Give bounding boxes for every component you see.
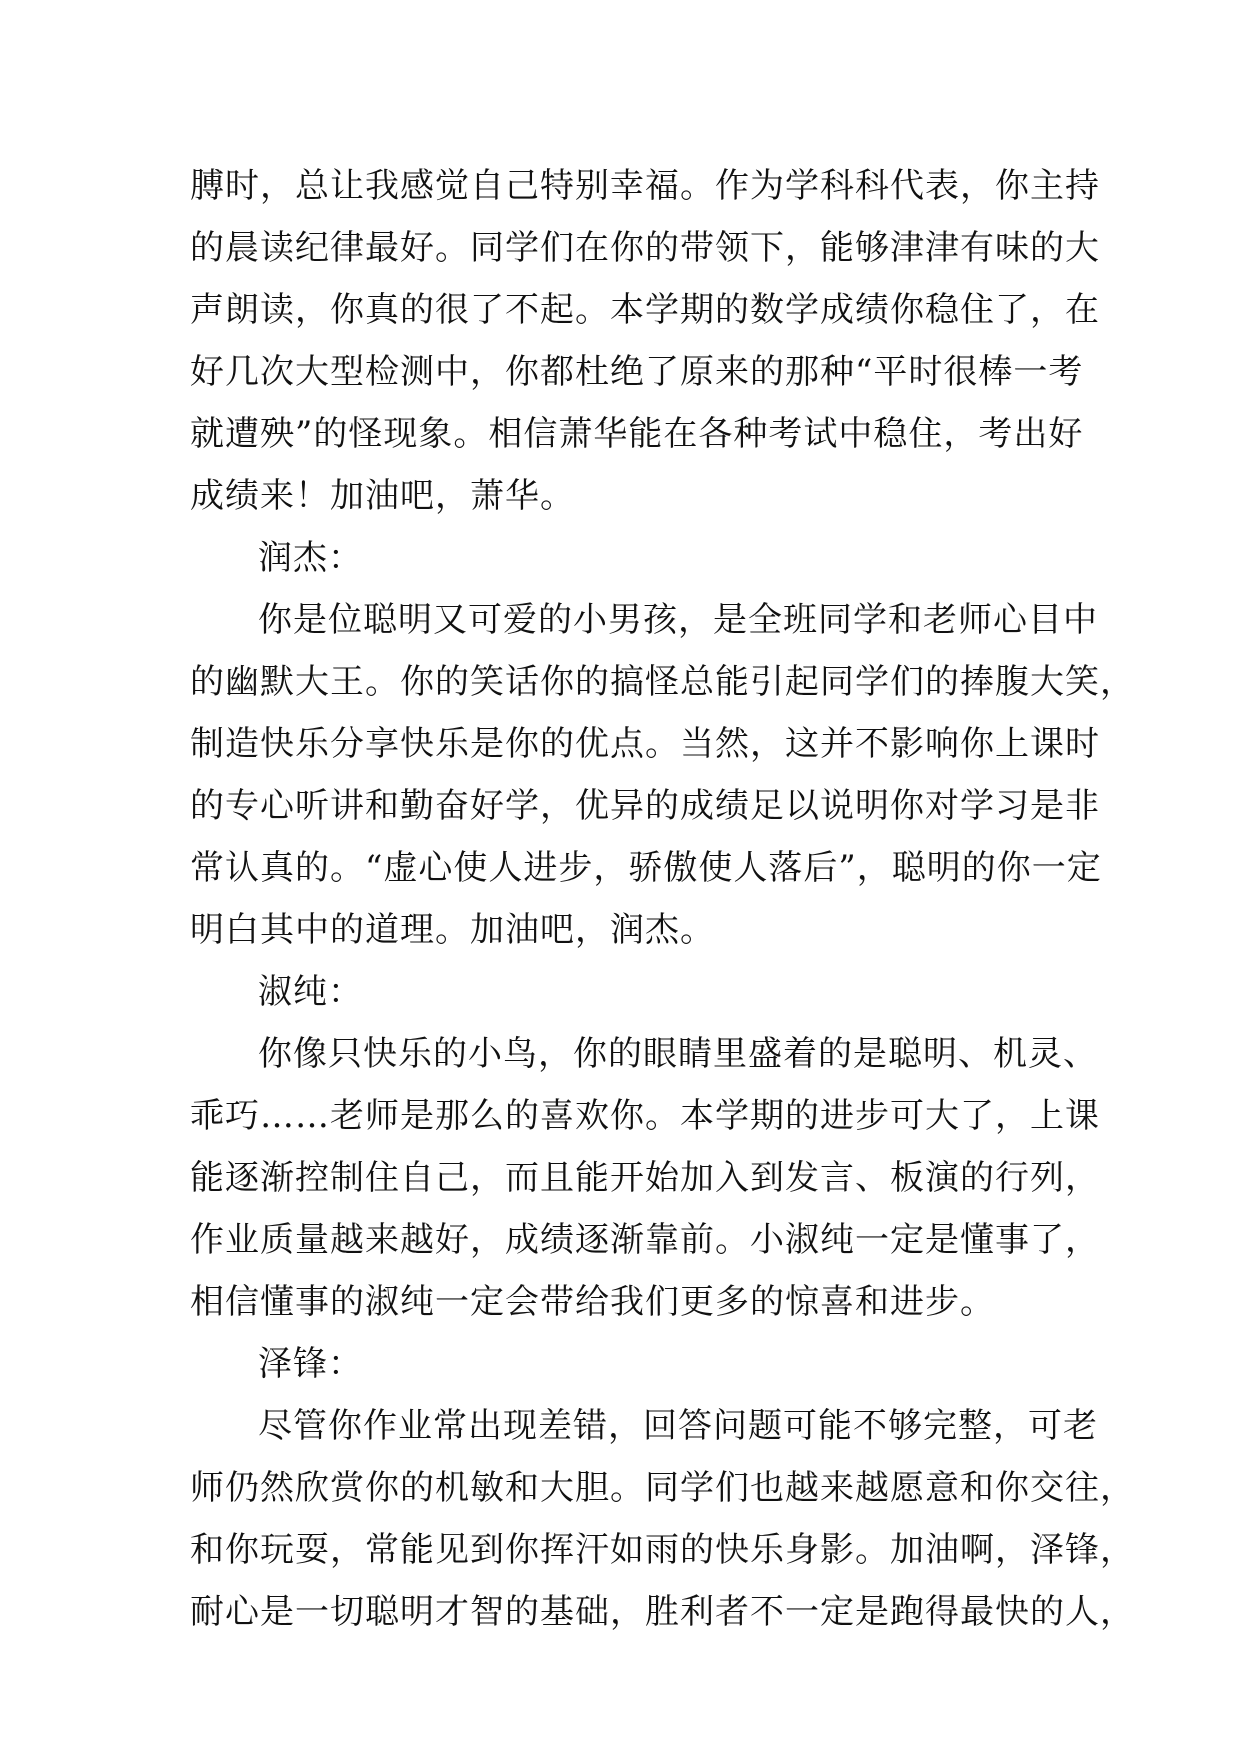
text-line: 就遭殃”的怪现象。相信萧华能在各种考试中稳住，考出好	[190, 414, 1084, 454]
section-runjie	[190, 527, 1135, 961]
text-line: 你像只快乐的小鸟，你的眼睛里盛着的是聪明、机灵、	[258, 1034, 1098, 1074]
intro-paragraph	[190, 155, 1100, 527]
text-line: 耐心是一切聪明才智的基础，胜利者不一定是跑得最快的人，	[190, 1592, 1135, 1632]
text-line: 的幽默大王。你的笑话你的搞怪总能引起同学们的捧腹大笑，	[190, 662, 1135, 702]
text-line: 尽管你作业常出现差错，回答问题可能不够完整，可老	[258, 1406, 1098, 1446]
text-line: 常认真的。“虚心使人进步，骄傲使人落后”，聪明的你一定	[190, 848, 1102, 888]
section-shuchun	[190, 961, 1100, 1333]
text-line: 师仍然欣赏你的机敏和大胆。同学们也越来越愿意和你交往，	[190, 1468, 1135, 1508]
section-zefeng	[190, 1333, 1135, 1643]
student-name-heading: 润杰：	[258, 538, 363, 578]
text-line: 你是位聪明又可爱的小男孩，是全班同学和老师心目中	[258, 600, 1098, 640]
text-line: 好几次大型检测中，你都杜绝了原来的那种“平时很棒一考	[190, 352, 1084, 392]
text-line: 相信懂事的淑纯一定会带给我们更多的惊喜和进步。	[190, 1282, 995, 1322]
text-line: 成绩来！加油吧，萧华。	[190, 476, 575, 516]
text-line: 的专心听讲和勤奋好学，优异的成绩足以说明你对学习是非	[190, 786, 1100, 826]
text-line: 作业质量越来越好，成绩逐渐靠前。小淑纯一定是懂事了，	[190, 1220, 1100, 1260]
text-line: 明白其中的道理。加油吧，润杰。	[190, 910, 715, 950]
text-line: 制造快乐分享快乐是你的优点。当然，这并不影响你上课时	[190, 724, 1100, 764]
text-line: 声朗读，你真的很了不起。本学期的数学成绩你稳住了，在	[190, 290, 1100, 330]
text-line: 膊时，总让我感觉自己特别幸福。作为学科科代表，你主持	[190, 166, 1100, 206]
text-line: 的晨读纪律最好。同学们在你的带领下，能够津津有味的大	[190, 228, 1100, 268]
text-line: 乖巧……老师是那么的喜欢你。本学期的进步可大了，上课	[190, 1096, 1100, 1136]
text-line: 能逐渐控制住自己，而且能开始加入到发言、板演的行列，	[190, 1158, 1100, 1198]
student-name-heading: 淑纯：	[258, 972, 363, 1012]
student-name-heading: 泽锋：	[258, 1344, 363, 1384]
text-line: 和你玩耍，常能见到你挥汗如雨的快乐身影。加油啊，泽锋，	[190, 1530, 1135, 1570]
document-body	[190, 155, 1135, 1643]
